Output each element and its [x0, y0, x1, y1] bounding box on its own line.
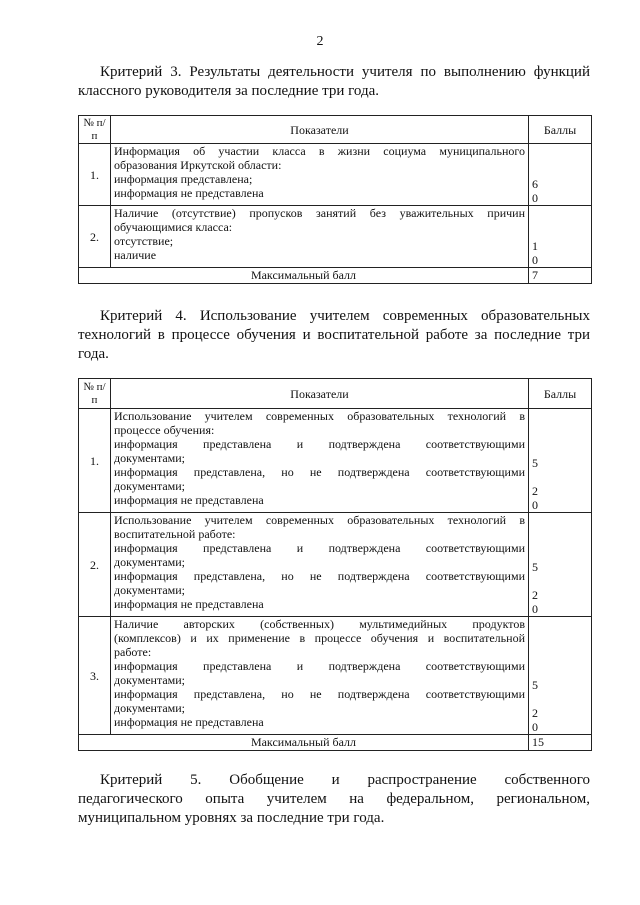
max-value: 7: [529, 268, 592, 284]
indicator-line: Информация об участии класса в жизни социума муниципального: [114, 144, 525, 158]
indicator-line: информация не представлена: [114, 597, 264, 611]
table-row: [79, 513, 592, 617]
title-line: муниципальном уровнях за последние три года.: [78, 810, 385, 826]
points-value: 2: [532, 484, 538, 498]
points-value: 0: [532, 253, 538, 267]
title-line: года.: [78, 346, 109, 362]
criterion-4-table: [78, 378, 592, 751]
points-value: 0: [532, 720, 538, 734]
criterion-3-table: [78, 115, 592, 284]
criterion-5-title: [78, 771, 590, 828]
indicator-line: документами;: [114, 701, 186, 715]
title-line: Критерий 4. Использование учителем современных образовательных: [100, 308, 590, 324]
row-indicators: [111, 206, 529, 268]
row-points: [529, 144, 592, 206]
max-row: [79, 735, 592, 751]
table-header-row: [79, 116, 592, 144]
row-points: [529, 206, 592, 268]
points-value: 0: [532, 498, 538, 512]
title-line: классного руководителя за последние три года.: [78, 83, 380, 99]
points-value: 5: [532, 678, 538, 692]
indicator-line: информация не представлена: [114, 715, 264, 729]
header-indicators: Показатели: [111, 379, 529, 409]
indicator-line: информация представлена, но не подтверждена соответствующими: [114, 465, 525, 479]
criterion-4-title: [78, 307, 590, 364]
indicator-line: информация не представлена: [114, 493, 264, 507]
points-value: 1: [532, 239, 538, 253]
indicator-line: отсутствие;: [114, 234, 174, 248]
title-line: педагогического опыта учителем на федеральном, региональном,: [78, 791, 590, 807]
indicator-line: наличие: [114, 248, 157, 262]
indicator-line: документами;: [114, 583, 186, 597]
row-indicators: [111, 513, 529, 617]
header-points: Баллы: [529, 379, 592, 409]
points-value: 5: [532, 456, 538, 470]
points-value: 0: [532, 602, 538, 616]
max-label: Максимальный балл: [79, 268, 529, 284]
indicator-line: информация представлена и подтверждена соответствующими: [114, 541, 525, 555]
table-header-row: [79, 379, 592, 409]
indicator-line: информация представлена;: [114, 172, 253, 186]
title-line: Критерий 5. Обобщение и распространение собственного: [100, 772, 590, 788]
indicator-line: Использование учителем современных образовательных технологий в: [114, 513, 525, 527]
indicator-line: обучающимися класса:: [114, 220, 233, 234]
header-num: № п/п: [79, 116, 111, 144]
indicator-line: информация представлена и подтверждена соответствующими: [114, 659, 525, 673]
page-number: 2: [316, 34, 324, 49]
header-indicators: Показатели: [111, 116, 529, 144]
indicator-line: информация представлена, но не подтверждена соответствующими: [114, 687, 525, 701]
criterion-3-title: [78, 63, 590, 101]
points-value: 5: [532, 560, 538, 574]
row-number: 2.: [79, 513, 111, 617]
points-value: 2: [532, 588, 538, 602]
indicator-line: Использование учителем современных образовательных технологий в: [114, 409, 525, 423]
indicator-line: процессе обучения:: [114, 423, 215, 437]
row-number: 1.: [79, 144, 111, 206]
indicator-line: документами;: [114, 555, 186, 569]
title-line: Критерий 3. Результаты деятельности учителя по выполнению функций: [100, 64, 590, 80]
points-value: 6: [532, 177, 538, 191]
table-row: [79, 206, 592, 268]
indicator-line: документами;: [114, 673, 186, 687]
indicator-line: работе:: [114, 645, 152, 659]
row-points: [529, 513, 592, 617]
indicator-line: информация представлена и подтверждена соответствующими: [114, 437, 525, 451]
row-number: 3.: [79, 617, 111, 735]
row-points: [529, 617, 592, 735]
indicator-line: (комплексов) и их применение в процессе обучения и воспитательной: [114, 631, 525, 645]
indicator-line: воспитательной работе:: [114, 527, 236, 541]
indicator-line: документами;: [114, 479, 186, 493]
indicator-line: документами;: [114, 451, 186, 465]
indicator-line: Наличие (отсутствие) пропусков занятий без уважительных причин: [114, 206, 525, 220]
indicator-line: образования Иркутской области:: [114, 158, 282, 172]
table-row: [79, 409, 592, 513]
row-number: 2.: [79, 206, 111, 268]
points-value: 0: [532, 191, 538, 205]
row-indicators: [111, 409, 529, 513]
table-row: [79, 144, 592, 206]
indicator-line: Наличие авторских (собственных) мультимедийных продуктов: [114, 617, 525, 631]
indicator-line: информация представлена, но не подтверждена соответствующими: [114, 569, 525, 583]
max-row: [79, 268, 592, 284]
row-indicators: [111, 144, 529, 206]
header-num: № п/п: [79, 379, 111, 409]
row-points: [529, 409, 592, 513]
points-value: 2: [532, 706, 538, 720]
row-indicators: [111, 617, 529, 735]
table-row: [79, 617, 592, 735]
max-value: 15: [529, 735, 592, 751]
indicator-line: информация не представлена: [114, 186, 264, 200]
max-label: Максимальный балл: [79, 735, 529, 751]
title-line: технологий в процессе обучения и воспитательной работе за последние три: [78, 327, 590, 343]
header-points: Баллы: [529, 116, 592, 144]
row-number: 1.: [79, 409, 111, 513]
